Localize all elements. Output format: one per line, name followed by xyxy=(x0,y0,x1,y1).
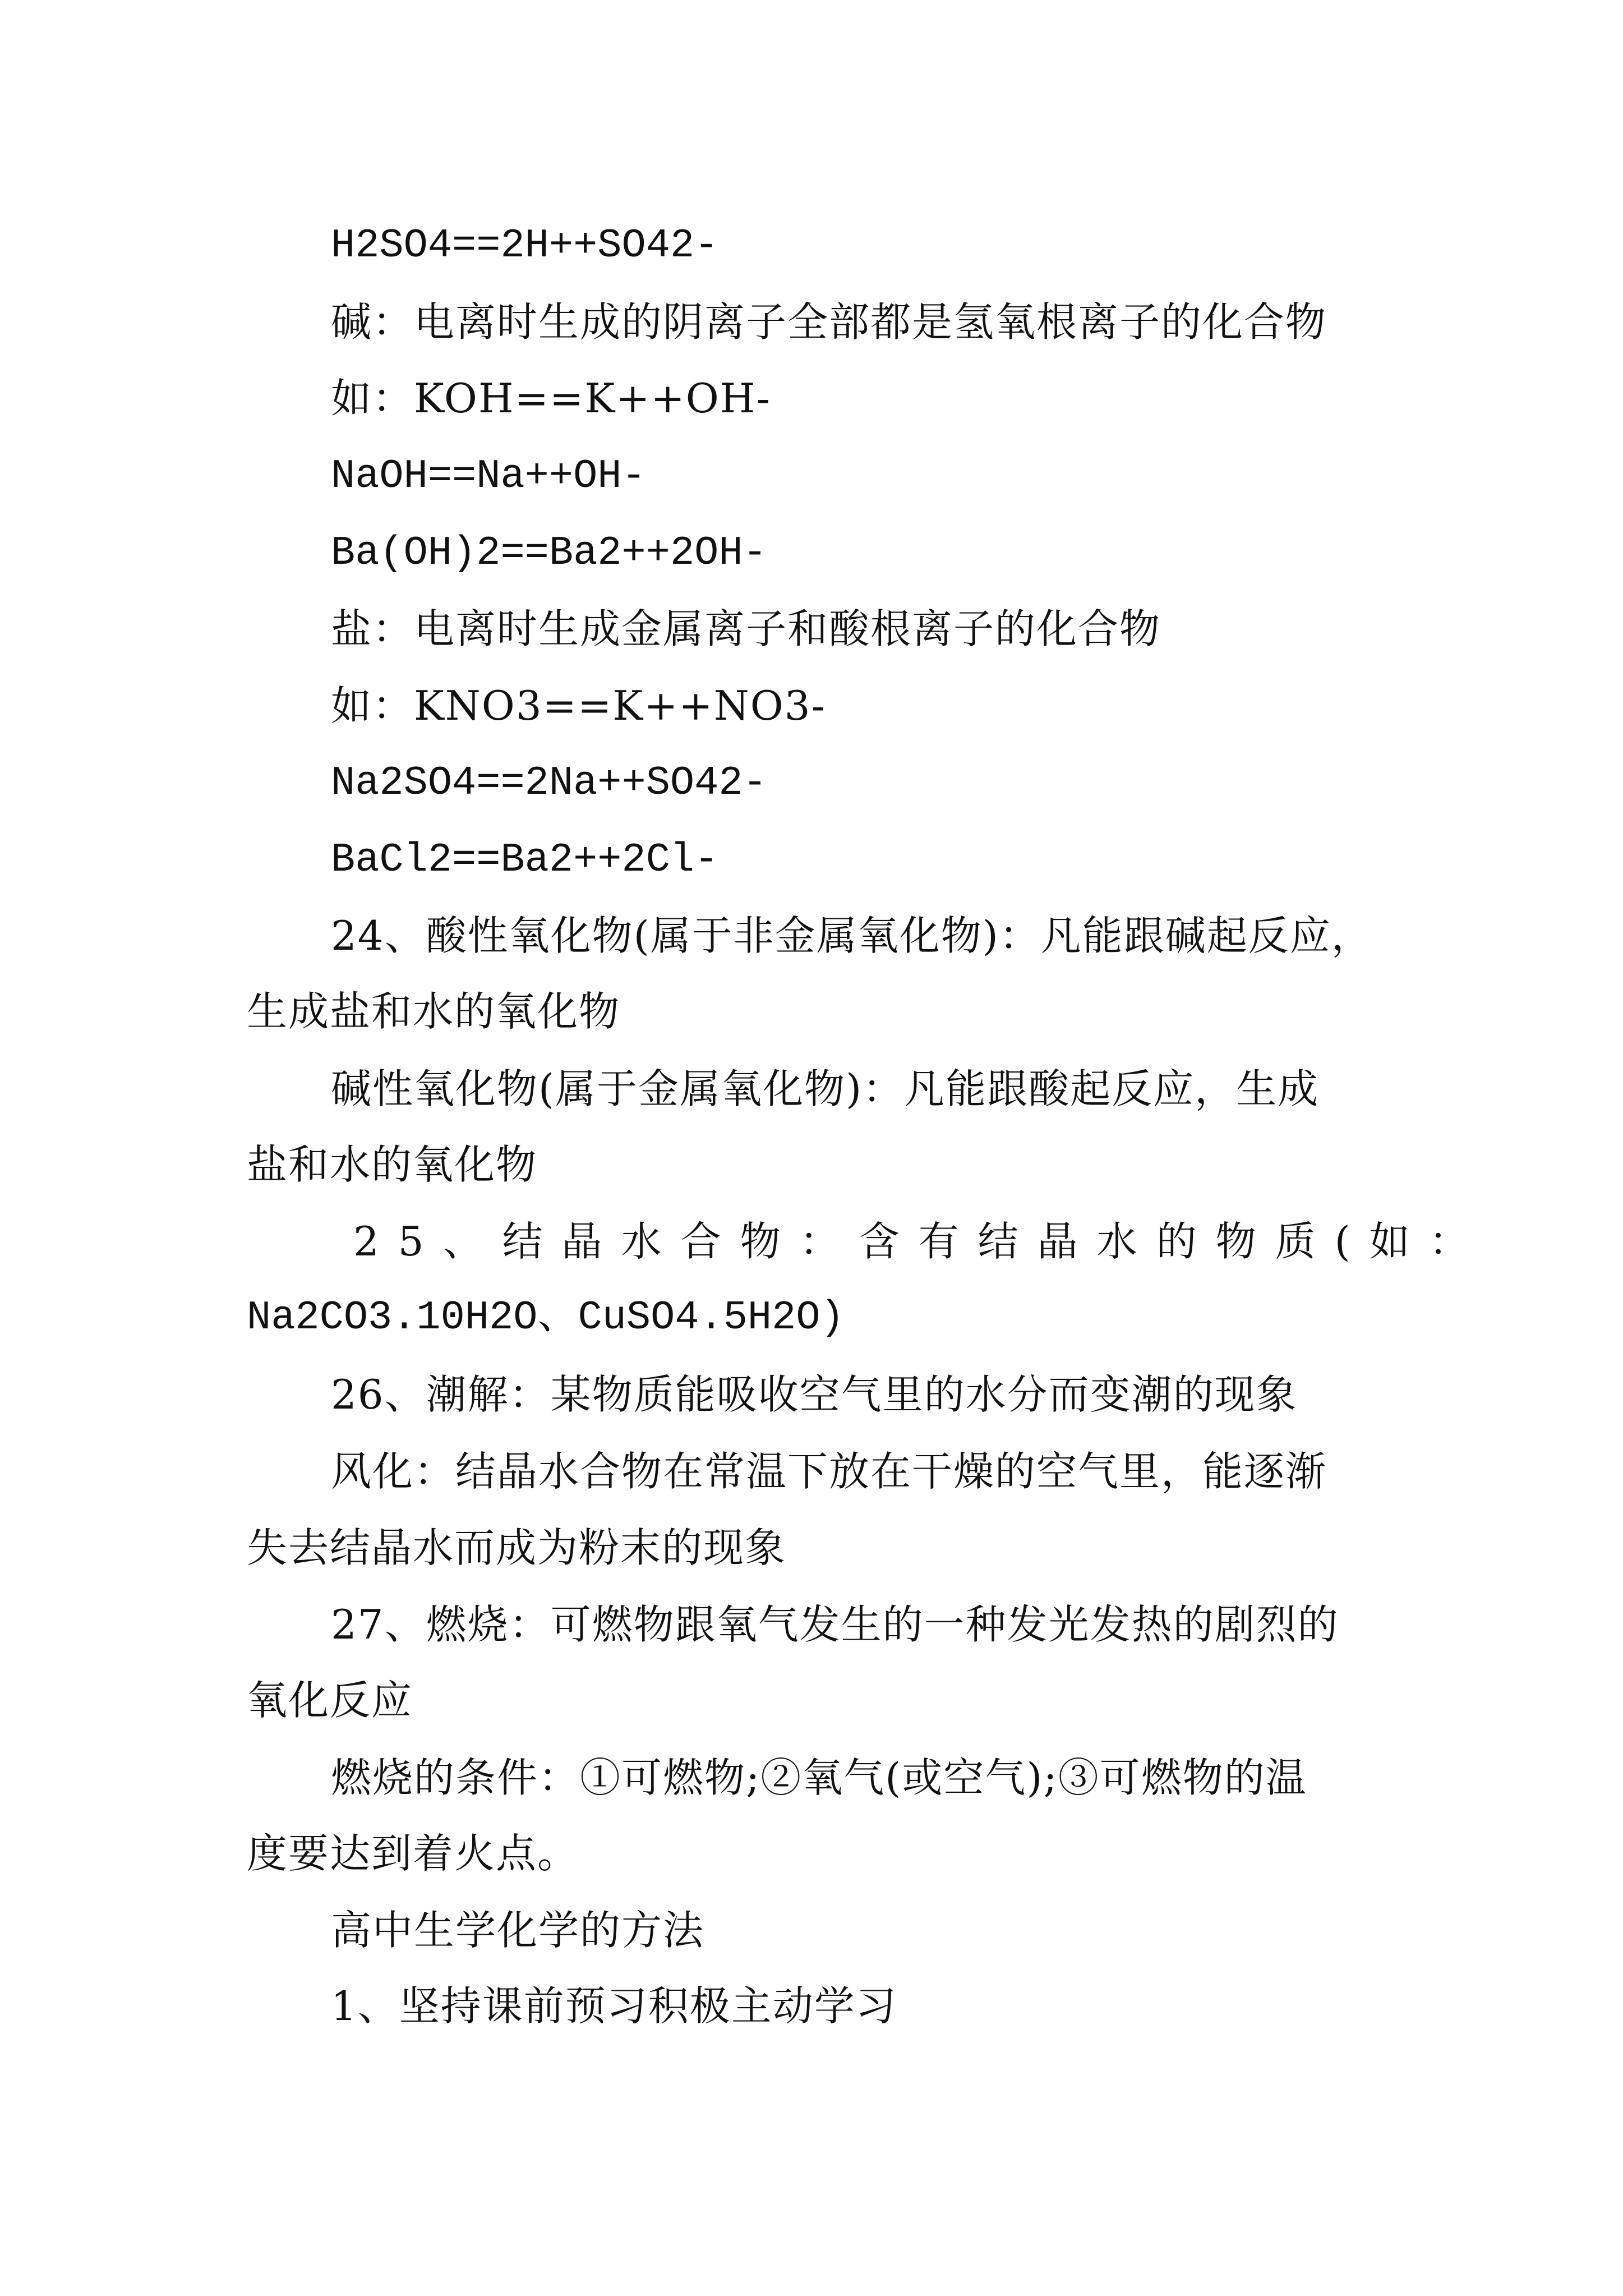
text-line-12: 碱性氧化物(属于金属氧化物)：凡能跟酸起反应，生成 xyxy=(331,1065,1320,1112)
text-line-24: 1、坚持课前预习积极主动学习 xyxy=(331,1982,897,2030)
text-line-1: H2SO4==2H++SO42- xyxy=(331,223,719,269)
text-line-21: 燃烧的条件：①可燃物;②氧气(或空气);③可燃物的温 xyxy=(331,1754,1307,1801)
text-line-13: 盐和水的氧化物 xyxy=(247,1141,538,1188)
text-line-17: 风化：结晶水合物在常温下放在干燥的空气里，能逐渐 xyxy=(331,1448,1327,1495)
text-line-7: 如：KNO3==K++NO3- xyxy=(331,682,826,729)
text-line-6: 盐：电离时生成金属离子和酸根离子的化合物 xyxy=(331,605,1161,652)
text-line-22: 度要达到着火点。 xyxy=(247,1830,579,1877)
text-line-10: 24、酸性氧化物(属于非金属氧化物)：凡能跟碱起反应， xyxy=(331,912,1373,959)
text-line-20: 氧化反应 xyxy=(247,1677,413,1724)
text-line-16: 26、潮解：某物质能吸收空气里的水分而变潮的现象 xyxy=(331,1371,1298,1418)
text-line-19: 27、燃烧：可燃物跟氧气发生的一种发光发热的剧烈的 xyxy=(331,1601,1339,1648)
text-line-15: Na2CO3.10H2O、CuSO4.5H2O) xyxy=(247,1295,845,1341)
text-line-3: 如：KOH==K++OH- xyxy=(331,375,771,422)
text-line-9: BaCl2==Ba2++2Cl- xyxy=(331,837,719,883)
text-line-2: 碱：电离时生成的阴离子全部都是氢氧根离子的化合物 xyxy=(331,298,1327,346)
text-line-23: 高中生学化学的方法 xyxy=(331,1907,705,1954)
text-line-5: Ba(OH)2==Ba2++2OH- xyxy=(331,530,767,576)
text-line-11: 生成盐和水的氧化物 xyxy=(247,988,621,1035)
text-line-8: Na2SO4==2Na++SO42- xyxy=(331,760,767,806)
text-line-4: NaOH==Na++OH- xyxy=(331,453,646,499)
text-line-14: 25、结晶水合物：含有结晶水的物质(如： xyxy=(353,1218,1488,1265)
text-line-18: 失去结晶水而成为粉末的现象 xyxy=(247,1524,787,1571)
